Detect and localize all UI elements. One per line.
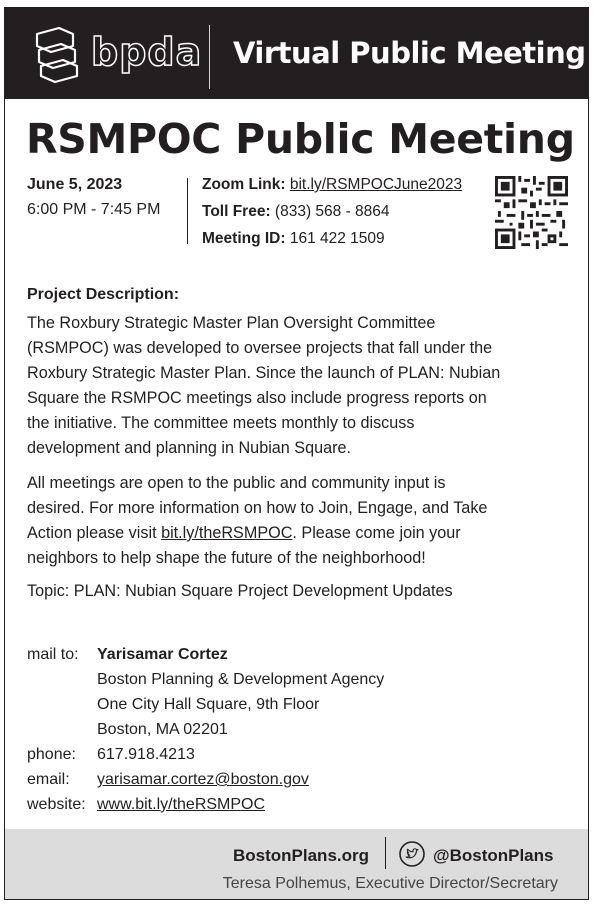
footer-twitter-handle[interactable]: @BostonPlans	[433, 846, 554, 865]
paragraph-line: neighbors to help shape the future of the neighborhood!	[27, 549, 426, 567]
tollfree-label: Toll Free:	[202, 203, 271, 220]
description-paragraph-2	[27, 471, 567, 571]
project-description-heading: Project Description:	[27, 286, 180, 303]
meeting-time: 6:00 PM - 7:45 PM	[27, 201, 161, 218]
footer-bar	[5, 829, 588, 900]
paragraph-text: . Please come join your	[292, 524, 461, 542]
footer-divider	[385, 837, 386, 869]
phone-number: 617.918.4213	[97, 746, 195, 763]
details-divider	[187, 178, 188, 244]
bpda-logo	[31, 26, 203, 82]
mail-label: mail to:	[27, 646, 79, 663]
meeting-title: RSMPOC Public Meeting	[26, 115, 575, 163]
website-label: website:	[27, 796, 86, 813]
footer-site-link[interactable]: BostonPlans.org	[233, 846, 370, 865]
paragraph-line: desired. For more information on how to Join, Engage, and Take	[27, 499, 488, 517]
paragraph-line: The Roxbury Strategic Master Plan Oversight Committee	[27, 314, 436, 332]
meeting-date: June 5, 2023	[27, 176, 123, 193]
email-label: email:	[27, 771, 70, 788]
contact-address-2: One City Hall Square, 9th Floor	[97, 696, 320, 713]
twitter-icon[interactable]	[399, 841, 425, 867]
paragraph-line: the initiative. The committee meets monthly to discuss	[27, 414, 415, 432]
description-paragraph-1	[27, 311, 567, 461]
bpda-logo-icon	[31, 26, 81, 84]
phone-label: phone:	[27, 746, 76, 763]
rsmpoc-link[interactable]: bit.ly/theRSMPOC	[161, 524, 293, 542]
topic-line: Topic: PLAN: Nubian Square Project Development Updates	[27, 582, 453, 600]
meeting-id-line	[202, 230, 385, 248]
paragraph-line: Roxbury Strategic Master Plan. Since the launch of PLAN: Nubian	[27, 364, 501, 382]
email-link[interactable]: yarisamar.cortez@boston.gov	[97, 771, 309, 788]
header-title: Virtual Public Meeting	[233, 36, 586, 70]
zoom-link[interactable]: bit.ly/RSMPOCJune2023	[289, 176, 463, 193]
meeting-id: 161 422 1509	[289, 230, 385, 247]
zoom-label: Zoom Link:	[202, 176, 286, 193]
paragraph-line: development and planning in Nubian Square.	[27, 439, 351, 457]
paragraph-line	[27, 521, 567, 546]
contact-address-3: Boston, MA 02201	[97, 721, 228, 738]
contact-name: Yarisamar Cortez	[97, 646, 228, 663]
zoom-line	[202, 176, 462, 194]
flyer	[4, 7, 589, 900]
paragraph-line: Square the RSMPOC meetings also include progress reports on	[27, 389, 487, 407]
tollfree-line	[202, 203, 390, 221]
qr-code-icon[interactable]	[495, 176, 568, 249]
header-bar	[5, 8, 588, 99]
header-divider	[209, 25, 210, 89]
bpda-logo-text: bpda	[91, 30, 203, 74]
website-link[interactable]: www.bit.ly/theRSMPOC	[97, 796, 266, 813]
contact-address-1: Boston Planning & Development Agency	[97, 671, 385, 688]
meeting-id-label: Meeting ID:	[202, 230, 286, 247]
paragraph-line: (RSMPOC) was developed to oversee projects that fall under the	[27, 339, 493, 357]
tollfree-number: (833) 568 - 8864	[274, 203, 390, 220]
footer-executive-credit: Teresa Polhemus, Executive Director/Secretary	[222, 875, 558, 892]
paragraph-line: All meetings are open to the public and community input is	[27, 474, 446, 492]
paragraph-text: Action please visit	[27, 524, 162, 542]
